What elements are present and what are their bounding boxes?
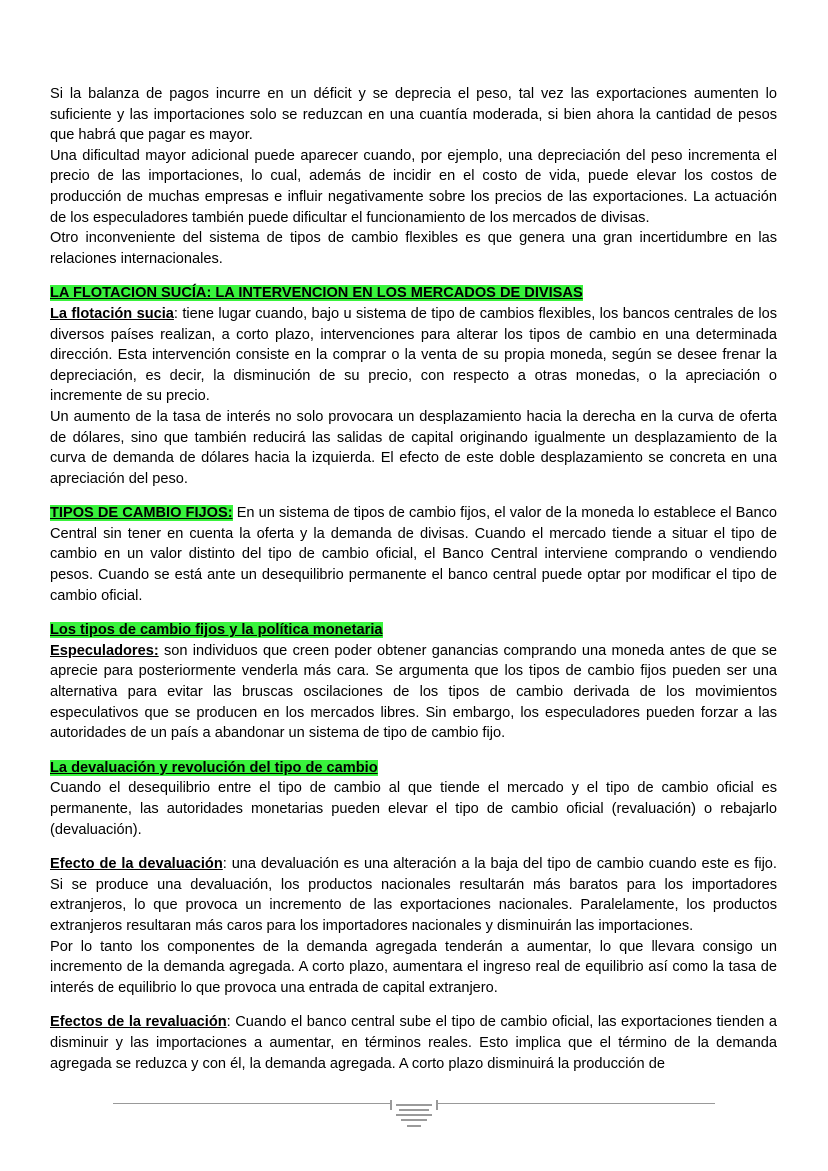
efectos-revaluacion-paragraph [50,1012,777,1074]
spacer [50,840,777,854]
politica-heading-text: Los tipos de cambio fijos y la política monetaria [50,622,383,639]
fijos-text: En un sistema de tipos de cambio fijos, el valor de la moneda lo establece el Banco Central sin tener en cuenta la oferta y la demanda de divisas. Cuando el mercado tiende a situar el tipo de cambio en un valor distinto del tipo de cambio oficial, el Banco Central interviene comprando o vendiendo pesos. Cuando se está ante un desequilibrio permanente el banco central puede optar por modificar el tipo de cambio oficial. [50,505,777,604]
efectos-revaluacion-term: Efectos de la revaluación [50,1014,227,1031]
spacer [50,998,777,1012]
politica-heading [50,620,777,641]
fijos-paragraph [50,503,777,606]
intro-paragraph-1: Si la balanza de pagos incurre en un déficit y se deprecia el peso, tal vez las exportaciones aumenten lo suficiente y las importaciones solo se reduzcan en una cuantía moderada, si bien ahora la cantidad de pesos que habrá que pagar es mayor. [50,86,777,144]
devaluacion-heading [50,758,777,779]
intro-paragraph-3: Otro inconveniente del sistema de tipos de cambio flexibles es que genera una gran incertidumbre en las relaciones internacionales. [50,230,777,267]
logo-right-tick [436,1100,438,1110]
flotacion-term: La flotación sucia [50,305,174,322]
logo-line [396,1114,432,1116]
devaluacion-paragraph: Cuando el desequilibrio entre el tipo de cambio al que tiende el mercado y el tipo de cambio oficial es permanente, las autoridades monetarias pueden elevar el tipo de cambio oficial (revaluación) o rebajarlo (devaluación). [50,780,777,838]
devaluacion-heading-text: La devaluación y revolución del tipo de cambio [50,759,378,776]
especuladores-term: Especuladores: [50,642,159,659]
spacer [50,269,777,283]
especuladores-text: son individuos que creen poder obtener ganancias comprando una moneda antes de que se aprecie para posteriormente venderla más cara. Se argumenta que los tipos de cambio fijos pueden ser una alternativa para evitar las bruscas oscilaciones de los tipos de cambio derivada de los movimientos especulativos que se producen en los mercados libres. Sin embargo, los especuladores pueden forzar a las autoridades de un país a abandonar un sistema de tipo de cambio fijo. [50,642,777,742]
flotacion-text: : tiene lugar cuando, bajo u sistema de tipo de cambios flexibles, los bancos centrales de los diversos países realizan, a corto plazo, intervenciones para alterar los tipos de cambio en una determinada dirección. Esta intervención consiste en la comprar o la venta de su propia moneda, según se desee frenar la depreciación, es decir, la disminución de su precio, con respecto a otras monedas, o la apreciación o incremente de su precio. [50,305,777,405]
page-footer-logo-icon [390,1098,438,1132]
flotacion-heading-text: LA FLOTACION SUCÍA: LA INTERVENCION EN LOS MERCADOS DE DIVISAS [50,285,583,302]
logo-line [401,1119,427,1121]
spacer [50,489,777,503]
logo-left-tick [390,1100,392,1110]
flotacion-paragraph-2: Un aumento de la tasa de interés no solo provocara un desplazamiento hacia la derecha en la curva de oferta de dólares, sino que también reducirá las salidas de capital originando igualmente un desplazamiento de la curva de demanda de dólares hacia la izquierda. El efecto de este doble desplazamiento se concreta en una apreciación del peso. [50,408,777,487]
efecto-devaluacion-paragraph [50,854,777,936]
efectos-revaluacion-text: : Cuando el banco central sube el tipo de cambio oficial, las exportaciones tienden a disminuir y las importaciones a aumentar, en términos reales. Esto implica que el término de la demanda agregada se reduzca y con él, la demanda agregada. A corto plazo disminuirá la producción de [50,1014,777,1072]
politica-paragraph [50,641,777,744]
efecto-devaluacion-paragraph-2: Por lo tanto los componentes de la demanda agregada tenderán a aumentar, lo que llevara consigo un incremento de la demanda agregada. A corto plazo, aumentara el ingreso real de equilibrio así como la tasa de interés de equilibrio lo que provoca una entrada de capital extranjero. [50,938,777,996]
flotacion-heading [50,283,777,304]
spacer [50,744,777,758]
fijos-heading: TIPOS DE CAMBIO FIJOS: [50,505,233,522]
logo-line [396,1104,432,1106]
flotacion-paragraph [50,304,777,407]
logo-line [399,1109,429,1111]
logo-line [407,1125,421,1127]
efecto-devaluacion-text: : una devaluación es una alteración a la baja del tipo de cambio cuando este es fijo. Si se produce una devaluación, los productos nacionales resultarán más baratos para los importadores extranjeros, lo que provoca un incremento de las exportaciones nacionales. Paralelamente, los productos extranjeros resultaran más caros para los importadores nacionales y disminuirán las importaciones. [50,856,777,934]
intro-paragraph-2: Una dificultad mayor adicional puede aparecer cuando, por ejemplo, una depreciación del peso incrementa el precio de las importaciones, lo cual, además de incidir en el costo de vida, puede elevar los costos de producción de muchas empresas e influir negativamente sobre los precios de las exportaciones. La actuación de los especuladores también puede dificultar el funcionamiento de los mercados de divisas. [50,147,777,226]
document-page [50,84,777,1074]
efecto-devaluacion-term: Efecto de la devaluación [50,856,223,873]
spacer [50,606,777,620]
